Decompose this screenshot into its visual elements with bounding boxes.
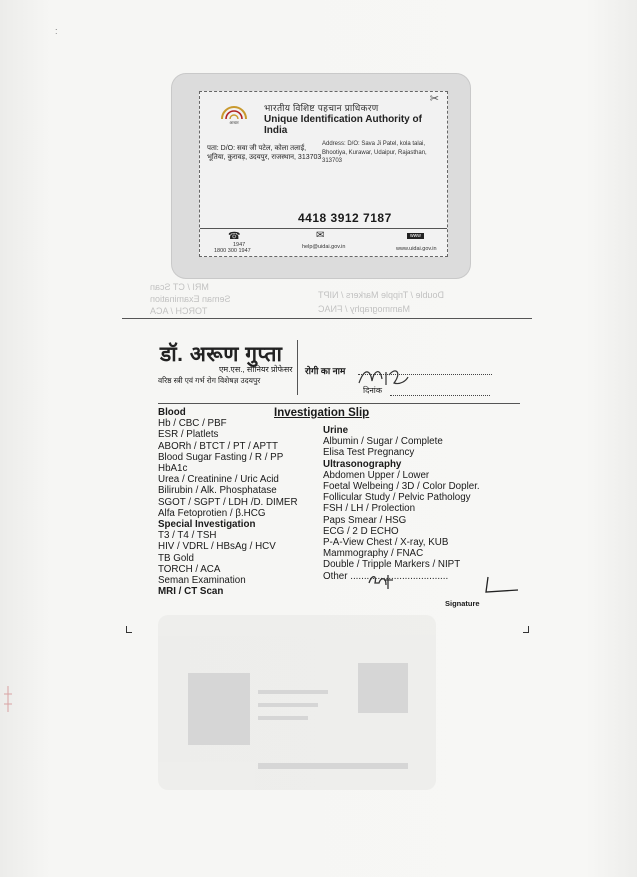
test-item: Double / Tripple Markers / NIPT bbox=[323, 559, 461, 571]
handwritten-other-note bbox=[366, 571, 398, 591]
test-item: Bilirubin / Alk. Phosphatase bbox=[158, 485, 277, 497]
left-test-list bbox=[158, 407, 298, 597]
test-section-heading: Blood bbox=[158, 407, 186, 418]
scan-mark: : bbox=[55, 26, 58, 36]
support-email: help@uidai.gov.in bbox=[302, 244, 346, 250]
test-item: SGOT / SGPT / LDH /D. DIMER bbox=[158, 496, 298, 508]
doctor-specialty: वरिष्ठ स्त्री एवं गर्भ रोग विशेषज्ञ उदयपुर bbox=[158, 376, 261, 385]
bleed-through-text: Double / Tripple Markers / NIPT bbox=[318, 290, 445, 300]
slip-title: Investigation Slip bbox=[274, 407, 370, 419]
date-label: दिनांक bbox=[363, 386, 382, 395]
divider bbox=[200, 228, 447, 229]
test-item: T3 / T4 / TSH bbox=[158, 530, 217, 542]
test-item: Albumin / Sugar / Complete bbox=[323, 436, 443, 448]
www-icon: www bbox=[407, 233, 424, 239]
ghost-photo bbox=[188, 673, 250, 745]
bleed-through-text: Mammography / FNAC bbox=[318, 304, 411, 314]
svg-text:आधार: आधार bbox=[229, 120, 239, 125]
test-section-heading: Ultrasonography bbox=[323, 458, 402, 470]
ghost-line bbox=[258, 703, 318, 707]
date-field bbox=[390, 395, 490, 396]
doctor-name: डॉ. अरूण गुप्ता bbox=[160, 343, 283, 366]
test-item: Blood Sugar Fasting / R / PP bbox=[158, 451, 284, 463]
bleed-through-text: TORCH / ACA bbox=[150, 306, 208, 316]
test-item: TB Gold bbox=[158, 552, 194, 564]
bleed-through-text: Seman Examination bbox=[150, 294, 231, 304]
test-item: Foetal Welbeing / 3D / Color Dopler. bbox=[323, 481, 480, 493]
test-section-heading: MRI / CT Scan bbox=[158, 586, 224, 598]
test-item: FSH / LH / Prolection bbox=[323, 503, 416, 515]
crop-mark bbox=[523, 626, 529, 633]
test-item: HIV / VDRL / HBsAg / HCV bbox=[158, 541, 276, 553]
red-ink-mark bbox=[0, 684, 14, 714]
test-item: Alfa Fetoprotien / β.HCG bbox=[158, 507, 266, 519]
test-section-heading: Urine bbox=[323, 425, 349, 436]
investigation-slip bbox=[122, 318, 532, 608]
doctor-qualification: एम.एस., सीनियर प्रोफेसर bbox=[219, 365, 293, 374]
id-card bbox=[172, 74, 470, 278]
aadhaar-logo-icon bbox=[219, 103, 249, 125]
test-item: Mammography / FNAC bbox=[323, 548, 424, 560]
phone-short: 1947 bbox=[233, 242, 246, 248]
test-item: Elisa Test Pregnancy bbox=[323, 447, 415, 459]
telephone-icon: ☎ bbox=[228, 231, 241, 242]
crop-mark bbox=[126, 626, 132, 633]
signature-label: Signature bbox=[445, 599, 480, 608]
test-item: Paps Smear / HSG bbox=[323, 514, 407, 526]
test-item: Seman Examination bbox=[158, 575, 246, 587]
test-item: Hb / CBC / PBF bbox=[158, 418, 227, 430]
test-item: ESR / Platlets bbox=[158, 429, 219, 441]
website: www.uidai.gov.in bbox=[396, 246, 437, 252]
right-test-list bbox=[323, 425, 480, 582]
header-rule bbox=[158, 403, 520, 404]
scissors-icon: ✂ bbox=[429, 93, 439, 105]
aadhaar-number: 4418 3912 7187 bbox=[298, 211, 392, 225]
ghost-line bbox=[258, 716, 308, 720]
test-item: Urea / Creatinine / Uric Acid bbox=[158, 474, 279, 486]
ghost-line bbox=[258, 690, 328, 694]
ghost-line bbox=[258, 763, 408, 769]
authority-hindi: भारतीय विशिष्ट पहचान प्राधिकरण bbox=[264, 103, 379, 113]
envelope-icon: ✉ bbox=[316, 230, 325, 241]
test-item: TORCH / ACA bbox=[158, 563, 221, 575]
slip-top-border bbox=[122, 318, 532, 319]
test-item: P-A-View Chest / X-ray, KUB bbox=[323, 537, 449, 549]
patient-name-label: रोगी का नाम bbox=[305, 366, 346, 376]
bleed-through-text: MRI / CT Scan bbox=[150, 282, 209, 292]
phone-long: 1800 300 1947 bbox=[214, 248, 251, 254]
test-item: Other .................................... bbox=[323, 570, 449, 582]
ghost-qr bbox=[358, 663, 408, 713]
id-card-face bbox=[199, 91, 448, 257]
test-item: HbA1c bbox=[158, 463, 188, 475]
signature-mark bbox=[478, 574, 524, 596]
test-section-heading: Special Investigation bbox=[158, 519, 256, 531]
test-item: ECG / 2 D ECHO bbox=[323, 525, 399, 537]
address-english: Address: D/O: Sava Ji Patel, kola talai, Bhootiya, Kurawar, Udaipur, Rajasthan, 313703 bbox=[322, 141, 427, 164]
address-hindi: पता: D/O: सवा जी पटेल, कोला तलाई, भूतिया, कुरावड़, उदयपुर, राजस्थान, 313703 bbox=[207, 145, 322, 161]
authority-english: Unique Identification Authority of India bbox=[264, 114, 422, 136]
bleed-through-card bbox=[158, 615, 436, 790]
test-item: Abdomen Upper / Lower bbox=[323, 469, 430, 481]
test-item: Follicular Study / Pelvic Pathology bbox=[323, 492, 471, 504]
test-item: ABORh / BTCT / PT / APTT bbox=[158, 440, 278, 452]
header-divider bbox=[297, 340, 298, 395]
